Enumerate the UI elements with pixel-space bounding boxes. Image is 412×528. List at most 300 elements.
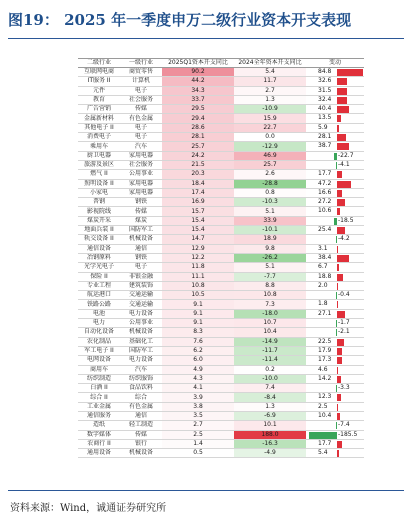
change-value: -18.5: [338, 216, 354, 224]
positive-change-bar: [337, 348, 342, 355]
cell-industry: 家用电器: [120, 188, 162, 197]
change-value: 12.3: [318, 393, 332, 401]
cell-sub-industry: 照明设备 II: [78, 179, 120, 188]
cell-industry: 机械设备: [120, 449, 162, 458]
table-row: [78, 328, 364, 337]
positive-change-bar: [337, 301, 338, 308]
cell-sub-industry: 电力: [78, 319, 120, 328]
cell-industry: 家用电器: [120, 151, 162, 160]
cell-2024-yoy: 11.7: [234, 77, 306, 86]
cell-2025q1-yoy: 8.3: [162, 328, 234, 337]
cell-2025q1-yoy: 90.2: [162, 68, 234, 77]
table-row: [78, 356, 364, 365]
table-row: [78, 68, 364, 77]
table-row: [78, 235, 364, 244]
change-value: 28.1: [318, 133, 332, 141]
cell-2025q1-yoy: 11.8: [162, 263, 234, 272]
table-row: [78, 337, 364, 346]
capex-table-container: [78, 58, 364, 458]
cell-change: [306, 151, 364, 160]
cell-change: [306, 281, 364, 290]
cell-change: [306, 309, 364, 318]
cell-change: [306, 291, 364, 300]
table-row: [78, 133, 364, 142]
change-value: 5.9: [318, 123, 328, 131]
table-header-row: [78, 59, 364, 68]
cell-2024-yoy: 25.7: [234, 160, 306, 169]
change-value: 17.7: [318, 439, 332, 447]
cell-change: [306, 216, 364, 225]
cell-change: [306, 365, 364, 374]
cell-industry: 机械设备: [120, 235, 162, 244]
table-row: [78, 309, 364, 318]
cell-industry: 钢铁: [120, 253, 162, 262]
cell-2024-yoy: 33.9: [234, 216, 306, 225]
cell-change: [306, 356, 364, 365]
table-row: [78, 253, 364, 262]
cell-industry: 汽车: [120, 365, 162, 374]
cell-sub-industry: 互联网电商: [78, 68, 120, 77]
positive-change-bar: [337, 106, 349, 113]
cell-2025q1-yoy: 4.1: [162, 384, 234, 393]
cell-change: [306, 263, 364, 272]
cell-2024-yoy: 2.6: [234, 170, 306, 179]
cell-2024-yoy: -4.9: [234, 449, 306, 458]
cell-industry: 综合: [120, 393, 162, 402]
change-value: 5.4: [318, 449, 328, 457]
cell-sub-industry: 光学光电子: [78, 263, 120, 272]
change-value: -4.1: [338, 160, 350, 168]
negative-change-bar: [309, 432, 337, 439]
change-value: 18.8: [318, 272, 332, 280]
cell-2024-yoy: 0.8: [234, 188, 306, 197]
cell-2025q1-yoy: 15.4: [162, 216, 234, 225]
cell-2025q1-yoy: 16.9: [162, 198, 234, 207]
table-row: [78, 142, 364, 151]
cell-2025q1-yoy: 4.3: [162, 374, 234, 383]
cell-sub-industry: 工业金属: [78, 402, 120, 411]
table-body: [78, 68, 364, 458]
cell-2025q1-yoy: 34.3: [162, 86, 234, 95]
cell-2025q1-yoy: 3.9: [162, 393, 234, 402]
cell-sub-industry: 普钢: [78, 198, 120, 207]
cell-sub-industry: 轨交设备 II: [78, 235, 120, 244]
cell-2024-yoy: 18.9: [234, 235, 306, 244]
cell-industry: 建筑装饰: [120, 281, 162, 290]
cell-2025q1-yoy: 12.2: [162, 253, 234, 262]
cell-sub-industry: 煤炭开采: [78, 216, 120, 225]
cell-industry: 机械设备: [120, 328, 162, 337]
cell-industry: 通信: [120, 411, 162, 420]
table-row: [78, 188, 364, 197]
positive-change-bar: [337, 246, 338, 253]
change-value: 14.2: [318, 374, 332, 382]
cell-2024-yoy: 22.7: [234, 123, 306, 132]
cell-change: [306, 430, 364, 439]
cell-industry: 食品饮料: [120, 384, 162, 393]
cell-2025q1-yoy: 3.8: [162, 402, 234, 411]
change-value: -4.2: [338, 235, 350, 243]
change-value: 2.5: [318, 402, 328, 410]
table-row: [78, 123, 364, 132]
table-row: [78, 411, 364, 420]
cell-2025q1-yoy: 12.9: [162, 244, 234, 253]
positive-change-bar: [337, 78, 347, 85]
cell-change: [306, 123, 364, 132]
positive-change-bar: [337, 339, 344, 346]
change-value: -3.3: [338, 384, 350, 392]
change-value: -7.4: [338, 421, 350, 429]
table-row: [78, 226, 364, 235]
cell-2024-yoy: 5.1: [234, 263, 306, 272]
positive-change-bar: [337, 255, 349, 262]
table-row: [78, 374, 364, 383]
table-row: [78, 207, 364, 216]
cell-industry: 电子: [120, 263, 162, 272]
table-row: [78, 346, 364, 355]
cell-change: [306, 328, 364, 337]
capex-table: [78, 58, 364, 458]
cell-change: [306, 179, 364, 188]
cell-change: [306, 207, 364, 216]
cell-2025q1-yoy: 10.5: [162, 291, 234, 300]
cell-2024-yoy: 0.0: [234, 133, 306, 142]
cell-change: [306, 421, 364, 430]
change-value: 31.5: [318, 86, 332, 94]
header-sub-industry: 二级行业: [78, 59, 120, 68]
table-row: [78, 77, 364, 86]
positive-change-bar: [337, 143, 349, 150]
header-2024-yoy: 2024全年资本开支同比: [234, 59, 306, 68]
cell-industry: 纺织服饰: [120, 374, 162, 383]
header-industry: 一级行业: [120, 59, 162, 68]
negative-change-bar: [336, 329, 337, 336]
cell-2024-yoy: 2.7: [234, 86, 306, 95]
cell-sub-industry: 铁路公路: [78, 300, 120, 309]
cell-industry: 交通运输: [120, 300, 162, 309]
cell-2025q1-yoy: 4.9: [162, 365, 234, 374]
cell-2024-yoy: -11.4: [234, 356, 306, 365]
negative-change-bar: [334, 153, 337, 160]
cell-change: [306, 384, 364, 393]
positive-change-bar: [337, 413, 340, 420]
change-value: 32.6: [318, 77, 332, 85]
positive-change-bar: [337, 311, 345, 318]
table-row: [78, 86, 364, 95]
table-row: [78, 160, 364, 169]
cell-change: [306, 374, 364, 383]
cell-sub-industry: 商用车: [78, 365, 120, 374]
cell-2025q1-yoy: 14.7: [162, 235, 234, 244]
cell-industry: 煤炭: [120, 216, 162, 225]
cell-industry: 家用电器: [120, 179, 162, 188]
cell-industry: 汽车: [120, 142, 162, 151]
change-value: -0.4: [338, 291, 350, 299]
cell-change: [306, 439, 364, 448]
cell-industry: 社会服务: [120, 160, 162, 169]
positive-change-bar: [337, 441, 342, 448]
cell-sub-industry: 通信服务: [78, 411, 120, 420]
cell-2025q1-yoy: 15.7: [162, 207, 234, 216]
cell-2024-yoy: 10.7: [234, 319, 306, 328]
cell-sub-industry: 教育: [78, 95, 120, 104]
header-2025q1-yoy: 2025Q1资本开支同比: [162, 59, 234, 68]
cell-industry: 电子: [120, 123, 162, 132]
cell-2025q1-yoy: 33.7: [162, 95, 234, 104]
cell-sub-industry: 通用设备: [78, 449, 120, 458]
source-divider: [8, 490, 404, 491]
positive-change-bar: [337, 357, 342, 364]
change-value: 22.5: [318, 337, 332, 345]
positive-change-bar: [337, 134, 346, 141]
cell-2024-yoy: 10.8: [234, 291, 306, 300]
positive-change-bar: [337, 450, 339, 457]
cell-change: [306, 170, 364, 179]
cell-2024-yoy: 10.1: [234, 421, 306, 430]
cell-sub-industry: 航运港口: [78, 291, 120, 300]
cell-industry: 传媒: [120, 207, 162, 216]
cell-industry: 电力设备: [120, 309, 162, 318]
positive-change-bar: [337, 283, 338, 290]
cell-2025q1-yoy: 3.5: [162, 411, 234, 420]
cell-2025q1-yoy: 6.2: [162, 346, 234, 355]
cell-industry: 电子: [120, 133, 162, 142]
change-value: 2.0: [318, 281, 328, 289]
cell-2024-yoy: 15.9: [234, 114, 306, 123]
source-note: 资料来源：Wind，诚通证券研究所: [10, 503, 167, 514]
positive-change-bar: [337, 190, 342, 197]
cell-change: [306, 449, 364, 458]
cell-sub-industry: 综合 II: [78, 393, 120, 402]
negative-change-bar: [336, 320, 337, 327]
cell-2025q1-yoy: 21.5: [162, 160, 234, 169]
cell-change: [306, 411, 364, 420]
change-value: 1.8: [318, 300, 328, 308]
cell-2024-yoy: -12.9: [234, 142, 306, 151]
cell-sub-industry: 电网设备: [78, 356, 120, 365]
change-value: 84.8: [318, 68, 332, 75]
cell-industry: 非银金融: [120, 272, 162, 281]
cell-industry: 电力设备: [120, 356, 162, 365]
cell-2025q1-yoy: 25.7: [162, 142, 234, 151]
cell-2025q1-yoy: 29.5: [162, 105, 234, 114]
cell-industry: 社会服务: [120, 95, 162, 104]
table-row: [78, 384, 364, 393]
cell-sub-industry: 农化制品: [78, 337, 120, 346]
cell-sub-industry: 造纸: [78, 421, 120, 430]
change-value: 47.2: [318, 179, 332, 187]
positive-change-bar: [337, 208, 340, 215]
cell-change: [306, 114, 364, 123]
cell-change: [306, 300, 364, 309]
change-value: 13.5: [318, 114, 332, 122]
cell-sub-industry: 专业工程: [78, 281, 120, 290]
negative-change-bar: [336, 422, 337, 429]
cell-2024-yoy: 188.0: [234, 430, 306, 439]
cell-sub-industry: 消费电子: [78, 133, 120, 142]
cell-2024-yoy: -18.0: [234, 309, 306, 318]
cell-sub-industry: 元件: [78, 86, 120, 95]
cell-2024-yoy: -10.3: [234, 198, 306, 207]
change-value: 25.4: [318, 226, 332, 234]
cell-2024-yoy: 1.3: [234, 95, 306, 104]
positive-change-bar: [337, 171, 342, 178]
cell-2024-yoy: -6.9: [234, 411, 306, 420]
positive-change-bar: [337, 199, 345, 206]
table-row: [78, 244, 364, 253]
table-row: [78, 365, 364, 374]
cell-sub-industry: 自动化设备: [78, 328, 120, 337]
cell-sub-industry: 其他电子 II: [78, 123, 120, 132]
cell-industry: 交通运输: [120, 291, 162, 300]
table-row: [78, 319, 364, 328]
negative-change-bar: [336, 385, 337, 392]
cell-sub-industry: IT服务 II: [78, 77, 120, 86]
cell-industry: 国防军工: [120, 226, 162, 235]
cell-change: [306, 77, 364, 86]
cell-2025q1-yoy: 6.0: [162, 356, 234, 365]
cell-2024-yoy: -8.4: [234, 393, 306, 402]
cell-2025q1-yoy: 2.5: [162, 430, 234, 439]
cell-sub-industry: 冶钢原料: [78, 253, 120, 262]
cell-2025q1-yoy: 1.4: [162, 439, 234, 448]
cell-2024-yoy: -16.3: [234, 439, 306, 448]
change-value: -22.7: [338, 151, 354, 159]
change-value: 40.4: [318, 105, 332, 113]
cell-change: [306, 68, 364, 77]
table-row: [78, 281, 364, 290]
cell-2024-yoy: 8.8: [234, 281, 306, 290]
cell-change: [306, 253, 364, 262]
cell-2024-yoy: -7.7: [234, 272, 306, 281]
table-row: [78, 114, 364, 123]
positive-change-bar: [337, 274, 343, 281]
cell-2024-yoy: 7.3: [234, 300, 306, 309]
cell-change: [306, 337, 364, 346]
change-value: 4.6: [318, 365, 328, 373]
change-value: 3.1: [318, 244, 328, 252]
cell-2025q1-yoy: 28.6: [162, 123, 234, 132]
figure-title: 图19： 2025 年一季度申万二级行业资本开支表现: [8, 11, 352, 29]
table-row: [78, 216, 364, 225]
cell-industry: 通信: [120, 244, 162, 253]
cell-industry: 传媒: [120, 105, 162, 114]
positive-change-bar: [337, 404, 338, 411]
cell-change: [306, 142, 364, 151]
table-row: [78, 170, 364, 179]
cell-2025q1-yoy: 17.4: [162, 188, 234, 197]
title-divider: [8, 38, 404, 39]
cell-sub-industry: 地面兵装 II: [78, 226, 120, 235]
cell-2024-yoy: 1.3: [234, 402, 306, 411]
cell-2024-yoy: 0.2: [234, 365, 306, 374]
table-row: [78, 430, 364, 439]
cell-sub-industry: 保险 II: [78, 272, 120, 281]
cell-change: [306, 133, 364, 142]
cell-sub-industry: 通信设备: [78, 244, 120, 253]
cell-2024-yoy: -10.0: [234, 374, 306, 383]
cell-change: [306, 402, 364, 411]
change-value: 16.6: [318, 188, 332, 196]
table-row: [78, 198, 364, 207]
cell-2025q1-yoy: 7.6: [162, 337, 234, 346]
cell-sub-industry: 数字媒体: [78, 430, 120, 439]
table-row: [78, 179, 364, 188]
positive-change-bar: [337, 264, 339, 271]
table-row: [78, 263, 364, 272]
cell-industry: 轻工制造: [120, 421, 162, 430]
cell-2025q1-yoy: 18.4: [162, 179, 234, 188]
change-value: 10.4: [318, 411, 332, 419]
cell-2025q1-yoy: 9.1: [162, 309, 234, 318]
table-row: [78, 105, 364, 114]
cell-change: [306, 198, 364, 207]
cell-2025q1-yoy: 9.1: [162, 319, 234, 328]
cell-sub-industry: 广告营销: [78, 105, 120, 114]
cell-change: [306, 235, 364, 244]
cell-sub-industry: 电池: [78, 309, 120, 318]
cell-industry: 计算机: [120, 77, 162, 86]
cell-industry: 公用事业: [120, 319, 162, 328]
cell-2024-yoy: -11.7: [234, 346, 306, 355]
cell-industry: 有色金属: [120, 402, 162, 411]
header-change: 变动: [306, 59, 364, 68]
cell-2024-yoy: 7.4: [234, 384, 306, 393]
cell-sub-industry: 白酒 II: [78, 384, 120, 393]
cell-industry: 传媒: [120, 430, 162, 439]
cell-industry: 银行: [120, 439, 162, 448]
cell-2024-yoy: 9.8: [234, 244, 306, 253]
cell-change: [306, 346, 364, 355]
cell-industry: 有色金属: [120, 114, 162, 123]
cell-sub-industry: 军工电子 II: [78, 346, 120, 355]
positive-change-bar: [337, 394, 341, 401]
cell-2024-yoy: -26.2: [234, 253, 306, 262]
change-value: 38.7: [318, 142, 332, 150]
cell-2025q1-yoy: 29.4: [162, 114, 234, 123]
cell-2025q1-yoy: 28.1: [162, 133, 234, 142]
cell-industry: 国防军工: [120, 346, 162, 355]
cell-sub-industry: 农商行 II: [78, 439, 120, 448]
table-row: [78, 393, 364, 402]
positive-change-bar: [337, 97, 347, 104]
cell-2025q1-yoy: 0.5: [162, 449, 234, 458]
negative-change-bar: [336, 162, 337, 169]
change-value: 6.7: [318, 263, 328, 271]
cell-2024-yoy: -10.1: [234, 226, 306, 235]
change-value: 17.9: [318, 346, 332, 354]
cell-change: [306, 393, 364, 402]
change-value: 32.4: [318, 95, 332, 103]
cell-change: [306, 272, 364, 281]
table-row: [78, 272, 364, 281]
cell-sub-industry: 影视院线: [78, 207, 120, 216]
cell-2025q1-yoy: 9.1: [162, 300, 234, 309]
table-row: [78, 291, 364, 300]
change-value: 38.4: [318, 253, 332, 261]
cell-sub-industry: 金属新材料: [78, 114, 120, 123]
cell-change: [306, 244, 364, 253]
table-row: [78, 95, 364, 104]
cell-industry: 钢铁: [120, 198, 162, 207]
cell-change: [306, 105, 364, 114]
cell-2024-yoy: 5.1: [234, 207, 306, 216]
cell-2025q1-yoy: 10.8: [162, 281, 234, 290]
change-value: -1.7: [338, 319, 350, 327]
cell-2024-yoy: 46.9: [234, 151, 306, 160]
cell-change: [306, 95, 364, 104]
cell-change: [306, 86, 364, 95]
